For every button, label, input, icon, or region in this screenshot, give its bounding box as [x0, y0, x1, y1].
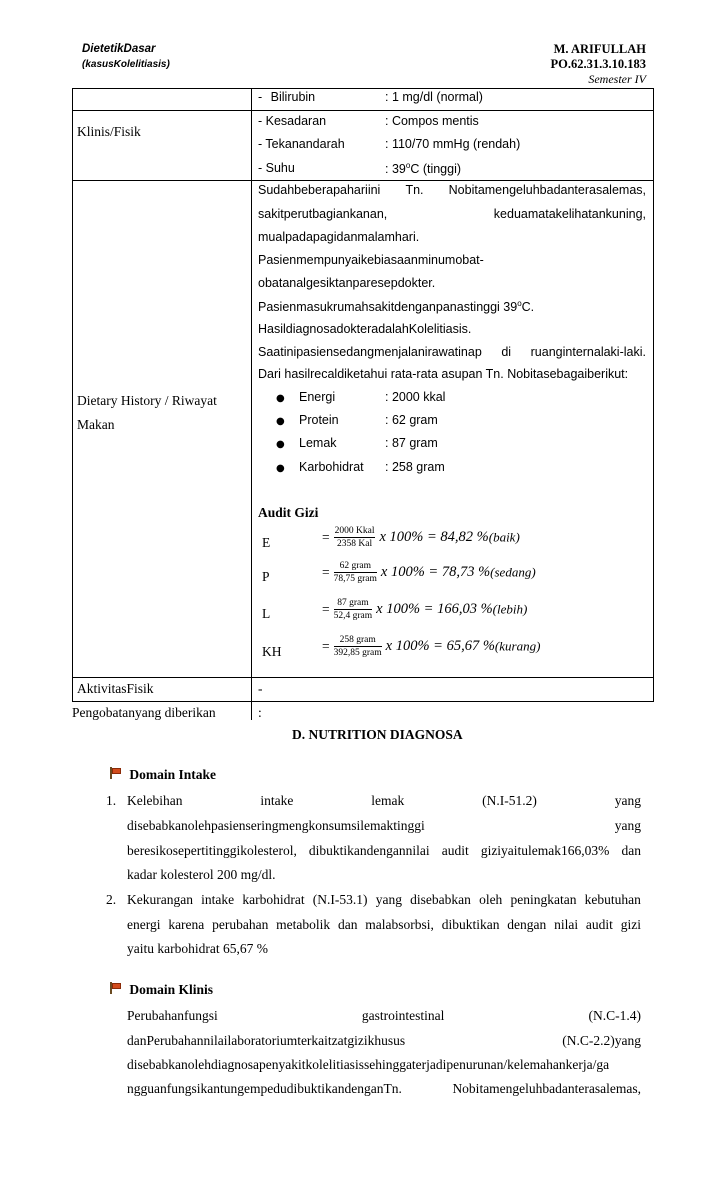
word: dan [621, 843, 641, 858]
intake-item-karbohidrat [276, 460, 364, 474]
word: audit [585, 917, 613, 932]
intake-item-protein [276, 413, 339, 427]
word: nilai [554, 917, 579, 932]
intake-item1-line1 [127, 793, 641, 809]
dietary-line: Pasienmempunyaikebiasaanminumobat- [258, 253, 484, 267]
word: peningkatan [510, 892, 577, 907]
audit-formula-fat [322, 597, 527, 622]
flag-bullet-icon [108, 982, 122, 994]
word: kebutuhan [584, 892, 641, 907]
dietary-recall-line: Dari hasilrecaldiketahui rata-rata asupan Tn. Nobitasebagaiberikut: [258, 367, 629, 381]
word: dengan [507, 917, 547, 932]
intake-item1-line3 [127, 843, 641, 859]
audit-label: L [262, 606, 271, 621]
suhu-number: : 39 [385, 162, 406, 177]
domain-intake-header [108, 767, 216, 783]
pengobatan-label: Pengobatanyang diberikan [72, 705, 216, 720]
intake-item2-line1 [127, 892, 641, 908]
word: intake [260, 793, 294, 808]
equals-sign: = [322, 638, 330, 654]
fever-pre: Pasienmasukrumahsakitdenganpanastinggi 39 [258, 300, 518, 315]
bilirubin-value: : 1 mg/dl (normal) [385, 90, 483, 104]
para-word: ruanginternalaki-laki. [530, 345, 646, 359]
bilirubin-name: Bilirubin [270, 90, 316, 104]
tekanandarah-name: - Tekanandarah [258, 137, 345, 151]
audit-fraction [334, 634, 382, 659]
word: metabolik [276, 917, 331, 932]
dietary-fever-line [258, 299, 534, 314]
word: Nobitamengeluhbadanterasalemas, [452, 1081, 641, 1096]
para-word: di [501, 345, 512, 359]
intake-value: : 2000 kkal [385, 390, 446, 404]
table-row-divider [72, 180, 654, 181]
fraction-denominator: 392,85 gram [333, 648, 382, 658]
dietary-line: obatanalgesiktanparesepdokter. [258, 276, 436, 290]
fraction-numerator: 62 gram [334, 560, 377, 573]
fever-post: C. [521, 300, 535, 315]
word: (N.C-2.2)yang [562, 1033, 641, 1048]
word: ngguanfungsikantungempedudibuktikandenganTn. [127, 1081, 402, 1096]
word: (N.C-1.4) [588, 1008, 641, 1023]
word: dibuktikan [441, 917, 500, 932]
kesadaran-name: - Kesadaran [258, 114, 327, 128]
word: Kekurangan [127, 892, 193, 907]
klinis-line4 [127, 1081, 641, 1097]
word: (N.I-51.2) [482, 793, 537, 808]
intake-item2-line2 [127, 917, 641, 933]
audit-expression: x 100% = 65,67 % [385, 638, 495, 654]
fraction-numerator: 87 gram [334, 597, 373, 610]
intake-item1-line4: kadar kolesterol 200 mg/dl. [127, 867, 276, 882]
word: disebabkan [410, 892, 471, 907]
equals-sign: = [322, 564, 330, 580]
word: yang [614, 793, 641, 808]
para-word: Saatinipasiensedangmenjalanirawatinap [258, 345, 482, 359]
para-word: keduamatakelihatankuning, [493, 207, 646, 221]
word: karena [168, 917, 205, 932]
intake-item1-line2 [127, 818, 641, 834]
dietary-label-line1: Dietary History / Riwayat [77, 393, 217, 408]
word: karbohidrat [242, 892, 305, 907]
audit-fraction [334, 597, 373, 622]
klinis-line2 [127, 1033, 641, 1049]
flag-bullet-icon [108, 767, 122, 779]
word: Kelebihan [127, 793, 183, 808]
word: disebabkanolehpasienseringmengkonsumsilemaktinggi [127, 818, 425, 833]
table-row-divider [72, 677, 654, 678]
item-number: 2. [106, 892, 117, 907]
bullet-icon: ● [276, 463, 285, 474]
para-word: sakitperutbagiankanan, [258, 207, 388, 221]
word: lemak [371, 793, 405, 808]
word: gastrointestinal [361, 1008, 445, 1023]
word: dan [337, 917, 358, 932]
header-semester: Semester IV [588, 72, 646, 86]
intake-name: Karbohidrat [299, 460, 364, 474]
word: giziyaitulemak166,03% [480, 843, 610, 858]
suhu-tail: C (tinggi) [410, 162, 462, 177]
word: yang [375, 892, 402, 907]
fraction-denominator: 52,4 gram [333, 611, 373, 621]
word: beresikosepertitinggikolesterol, [127, 843, 297, 858]
domain-klinis-title: Domain Klinis [129, 982, 214, 997]
klinis-line1 [127, 1008, 641, 1024]
bullet-icon: ● [276, 439, 285, 450]
domain-intake-title: Domain Intake [129, 767, 217, 782]
bullet-icon: ● [276, 393, 285, 404]
aktivitas-value: - [258, 681, 263, 696]
header-left [82, 42, 170, 72]
fraction-denominator: 2358 Kal [337, 539, 373, 549]
domain-klinis-header [108, 982, 213, 998]
audit-expression: x 100% = 166,03 % [376, 601, 493, 617]
klinis-label: Klinis/Fisik [77, 124, 141, 139]
dietary-line: mualpadapagidanmalamhari. [258, 230, 420, 244]
word: gizi [620, 917, 641, 932]
audit-status: (lebih) [492, 601, 528, 617]
audit-status: (baik) [488, 529, 520, 545]
dietary-diagnosis-line: HasildiagnosadokteradalahKolelitiasis. [258, 322, 472, 336]
item-number: 1. [106, 793, 117, 808]
aktivitas-label: AktivitasFisik [77, 681, 154, 696]
bilirubin-row [258, 90, 315, 104]
word: dibuktikandengannilai [308, 843, 430, 858]
kesadaran-value: : Compos mentis [385, 114, 479, 128]
pengobatan-value: : [258, 705, 262, 720]
header-author-name: M. ARIFULLAH [553, 42, 646, 56]
audit-formula-carbohydrate [322, 634, 540, 659]
intake-name: Energi [299, 390, 336, 404]
audit-expression: x 100% = 78,73 % [380, 564, 491, 580]
audit-label: E [262, 535, 271, 550]
audit-formula-energy [322, 525, 520, 550]
intake-item-energi [276, 390, 336, 404]
intake-value: : 87 gram [385, 436, 438, 450]
header-case-subtitle: (kasusKolelitiasis) [82, 59, 170, 70]
header-course-title: DietetikDasar [82, 43, 156, 55]
word: Perubahanfungsi [127, 1008, 218, 1023]
word: danPerubahannilailaboratoriumterkaitzatgizikhusus [127, 1033, 406, 1048]
dietary-ward-line [258, 345, 646, 359]
word: intake [201, 892, 235, 907]
intake-value: : 258 gram [385, 460, 445, 474]
word: energi [127, 917, 161, 932]
fraction-numerator: 2000 Kkal [334, 526, 375, 536]
para-word: Nobitamengeluhbadanterasalemas, [448, 183, 646, 197]
dietary-para-line [258, 207, 646, 221]
suhu-name: - Suhu [258, 161, 295, 175]
header-student-id: PO.62.31.3.10.183 [550, 57, 646, 71]
audit-status: (kurang) [494, 638, 541, 654]
intake-name: Protein [299, 413, 339, 427]
header-right [496, 42, 646, 87]
tekanandarah-value: : 110/70 mmHg (rendah) [385, 137, 521, 151]
word: yang [614, 818, 641, 833]
intake-item-lemak [276, 436, 337, 450]
audit-fraction [334, 560, 377, 585]
equals-sign: = [322, 529, 330, 545]
audit-label: P [262, 569, 270, 584]
audit-label: KH [262, 644, 282, 659]
equals-sign: = [322, 601, 330, 617]
dietary-para-line [258, 183, 646, 197]
bullet-icon: ● [276, 416, 285, 427]
intake-value: : 62 gram [385, 413, 438, 427]
audit-fraction [334, 525, 376, 550]
suhu-degree: o [405, 161, 411, 170]
audit-expression: x 100% = 84,82 % [379, 529, 489, 545]
audit-formula-protein [322, 560, 536, 585]
suhu-value [385, 161, 461, 176]
table-column-divider [251, 88, 252, 720]
klinis-line3: disebabkanolehdiagnosapenyakitkolelitiasissehinggaterjadipenurunan/kelemahankerja/ga [127, 1057, 610, 1072]
fraction-numerator: 258 gram [334, 634, 382, 647]
fever-degree: o [517, 299, 522, 308]
audit-title: Audit Gizi [258, 505, 319, 520]
bilirubin-dash: - [258, 90, 263, 104]
word: audit [441, 843, 469, 858]
word: perubahan [212, 917, 269, 932]
word: oleh [479, 892, 503, 907]
para-word: Tn. [405, 183, 424, 197]
intake-item2-line3: yaitu karbohidrat 65,67 % [127, 941, 268, 956]
fraction-denominator: 78,75 gram [333, 574, 377, 584]
word: (N.I-53.1) [312, 892, 368, 907]
dietary-label-line2: Makan [77, 417, 115, 432]
audit-status: (sedang) [490, 564, 536, 580]
table-row-divider [72, 110, 654, 111]
para-word: Sudahbeberapahariini [258, 183, 381, 197]
word: malabsorbsi, [365, 917, 434, 932]
section-d-heading: D. NUTRITION DIAGNOSA [292, 727, 463, 742]
intake-name: Lemak [299, 436, 337, 450]
